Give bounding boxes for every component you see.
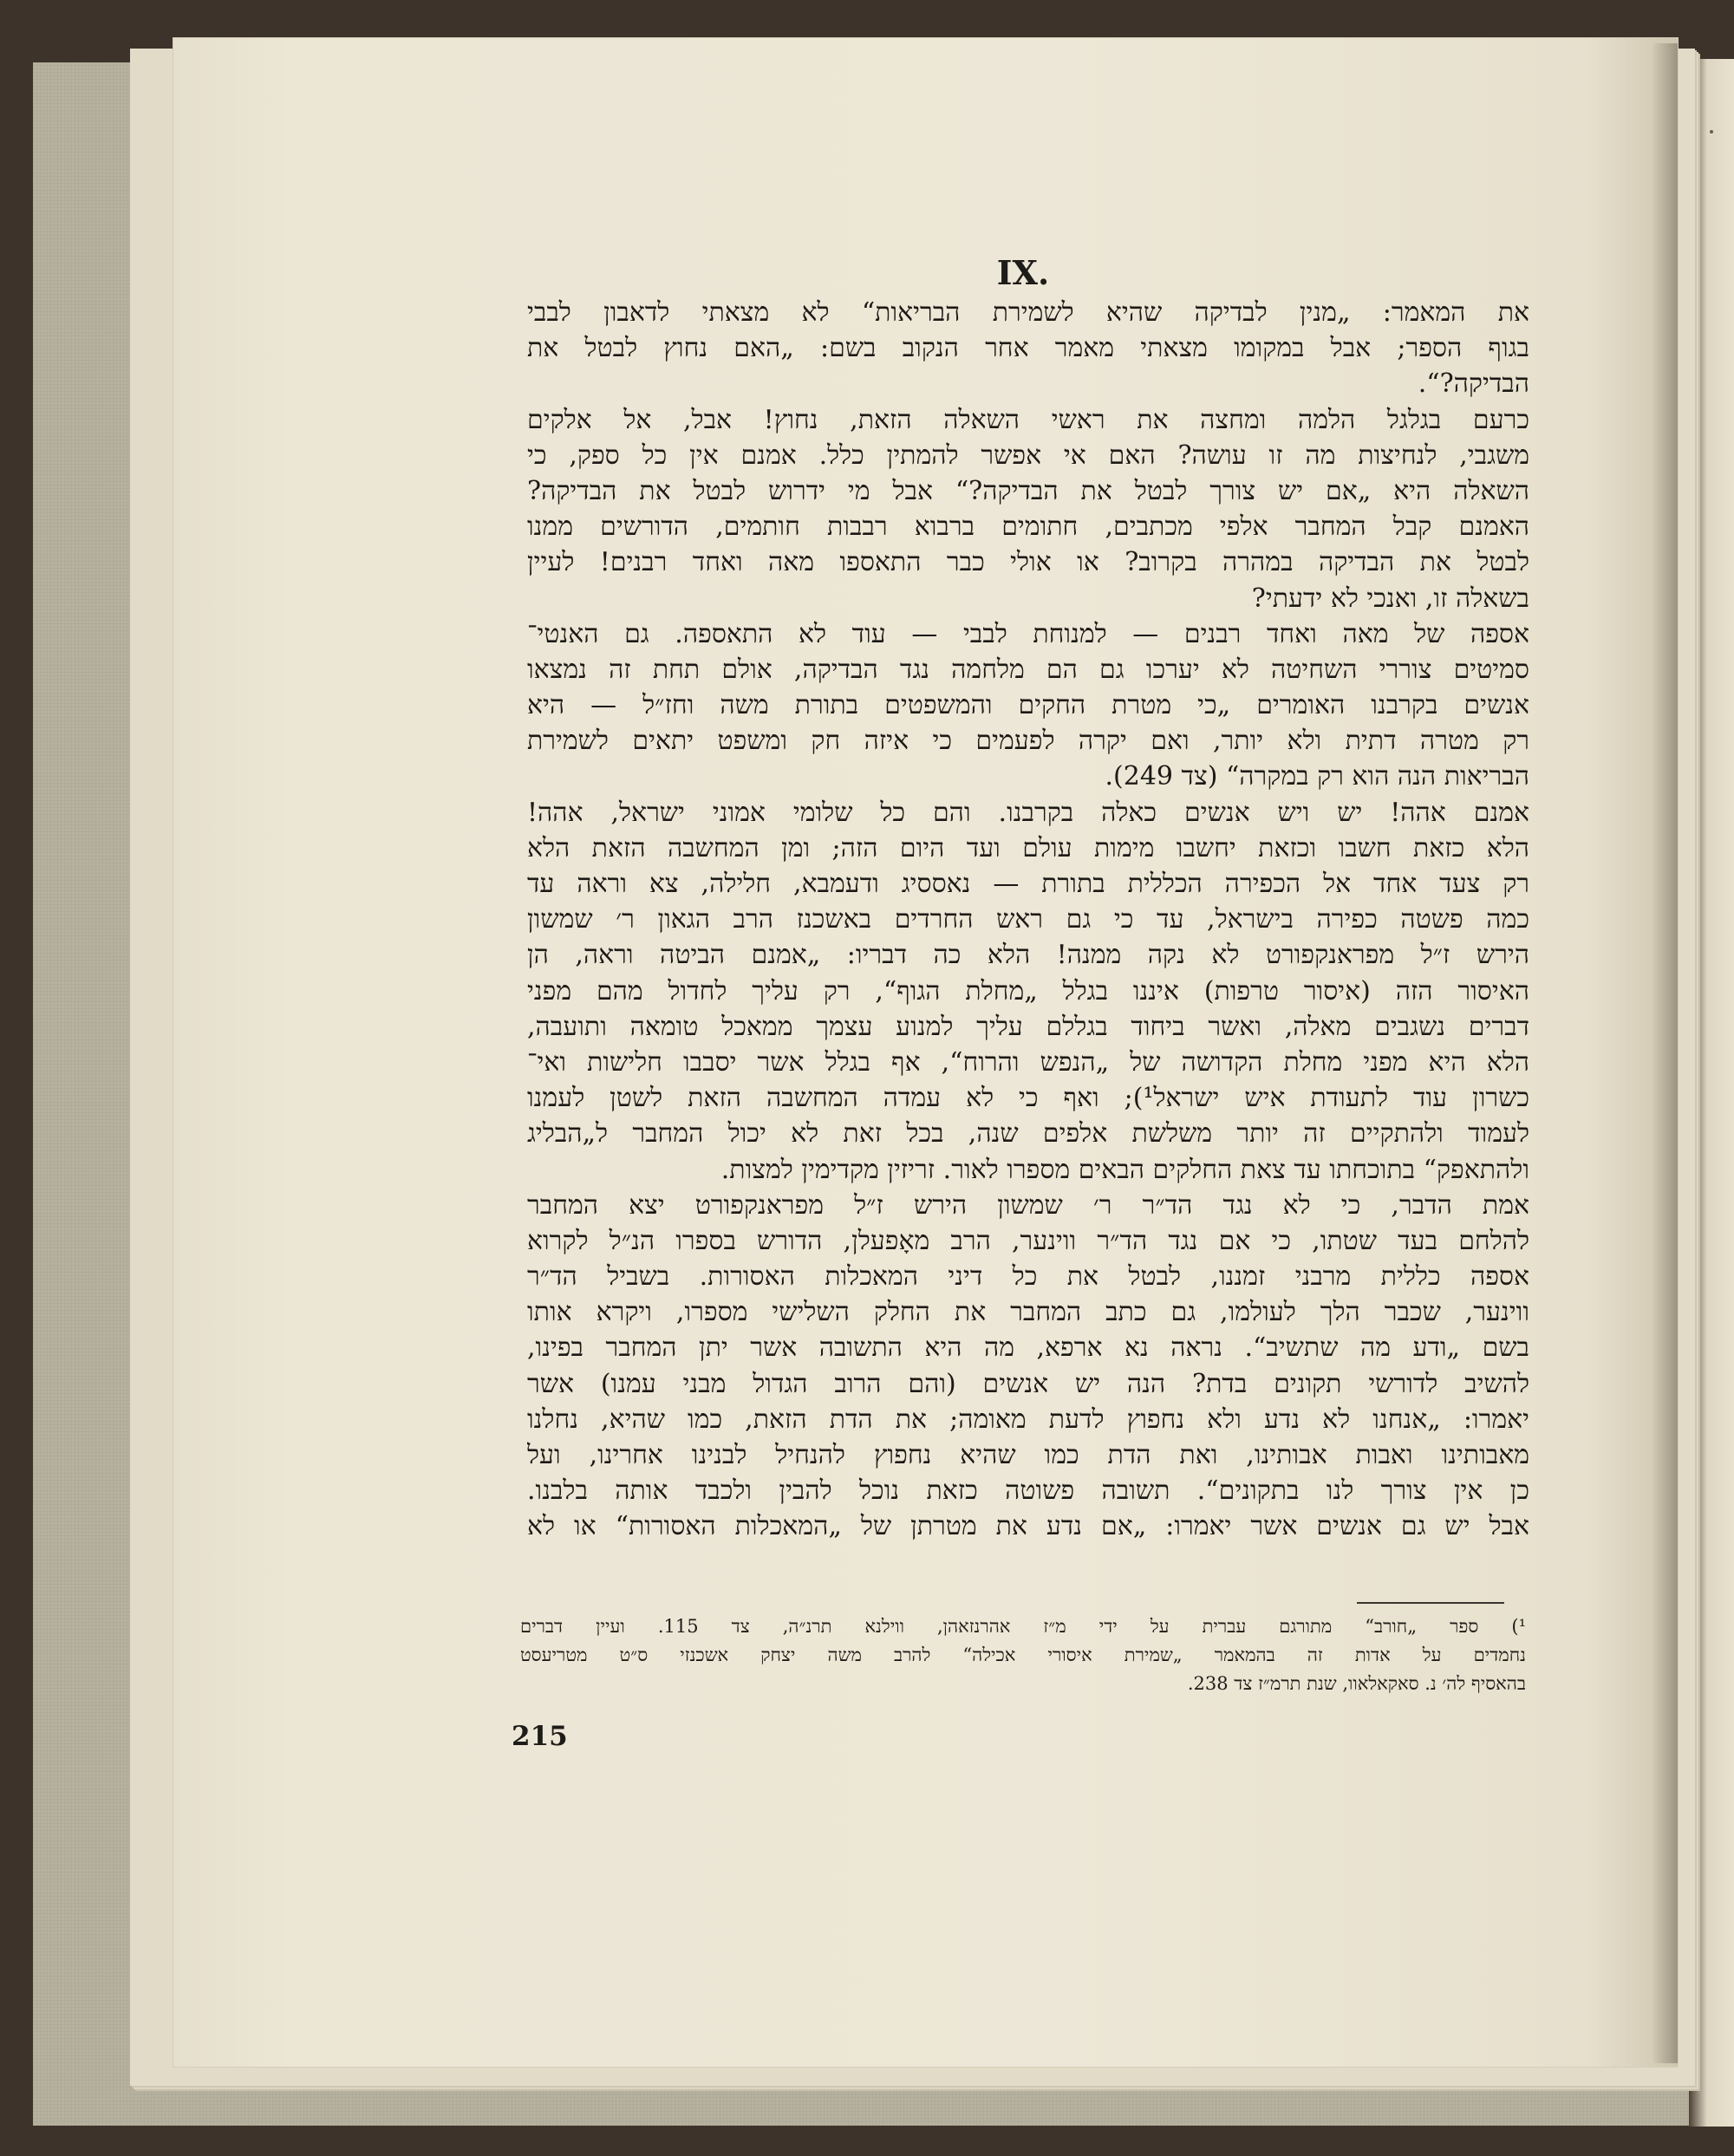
text-line: השאלה היא „אם יש צורך לבטל את הבדיקה?“ אבל מי ידרוש לבטל את הבדיקה? — [527, 475, 1529, 506]
footnote-line: נחמדים על אדות זה בהמאמר „שמירת איסורי אכילה“ להרב משה יצחק אשכנזי ס״ט מטריעסט — [520, 1645, 1526, 1665]
text-line: הבדיקה?“. — [1418, 368, 1529, 400]
text-line: יאמרו: „אנחנו לא נדע ולא נחפוץ לדעת מאומה; את הדת הזאת, כמו שהיא, נחלנו — [527, 1404, 1529, 1435]
text-line: ולהתאפק“ בתוכחתו עד צאת החלקים הבאים מספרו לאור. זריזין מקדימין למצות. — [720, 1154, 1529, 1185]
text-line: משגבי, לנחיצות מה זו עושה? האם אי אפשר להמתין כלל. אמנם אין כל ספק, כי — [527, 440, 1529, 471]
text-line: כן אין צורך לנו בתקונים“. תשובה פשוטה כזאת נוכל להבין ולכבד אותה בלבנו. — [527, 1475, 1529, 1507]
text-line: בשם „ודע מה שתשיב“. נראה נא ארפא, מה היא התשובה אשר יתן המחבר בפינו, — [527, 1332, 1529, 1364]
text-line: אספה כללית מרבני זמננו, לבטל את כל דיני המאכלות האסורות. בשביל הד״ר — [527, 1261, 1529, 1293]
text-line: להשיב לדורשי תקונים בדת? הנה יש אנשים (והם הרוב הגדול מבני עמנו) אשר — [527, 1368, 1529, 1399]
text-line: אמת הדבר, כי לא נגד הד״ר ר׳ שמשון הירש ז״ל מפראנקפורט יצא המחבר — [527, 1189, 1529, 1221]
text-line: רק צעד אחד אל הכפירה הכללית בתורת — נאססיג ודעמבא, חלילה, צא וראה עד — [527, 869, 1529, 899]
text-line: להלחם בעד שטתו, כי אם נגד הד״ר ווינער, הרב מאָפעלן, הדורש בספרו הנ״ל לקרוא — [527, 1225, 1529, 1256]
text-line: כשרון עוד לתעודת איש ישראל¹); ואף כי לא עמדה המחשבה הזאת לשטן לעמנו — [527, 1083, 1529, 1114]
text-line: האמנם קבל המחבר אלפי מכתבים, חתומים ברבוא רבבות חותמים, הדורשים ממנו — [527, 511, 1529, 543]
text-line: לעמוד ולהתקיים זה יותר משלשת אלפים שנה, בכל זאת לא יכול המחבר ל„הבליג — [527, 1118, 1529, 1150]
text-line: רק מטרה דתית ולא יותר, ואם יקרה לפעמים כי איזה חק ומשפט יתאים לשמירת — [527, 726, 1529, 757]
text-line: בשאלה זו, ואנכי לא ידעתי? — [1251, 583, 1529, 614]
text-line: אבל יש גם אנשים אשר יאמרו: „אם נדע את מטרתן של „המאכלות האסורות“ או לא — [527, 1511, 1529, 1542]
page-header: IX. — [996, 253, 1050, 292]
text-line: הלא היא מפני מחלת הקדושה של „הנפש והרוח“, אף בגלל אשר יסבבו חלישות ואי־ — [527, 1046, 1529, 1078]
text-line: את המאמר: „מנין לבדיקה שהיא לשמירת הבריאות“ לא מצאתי לדאבון לבבי — [527, 297, 1529, 328]
text-line: אספה של מאה ואחד רבנים — למנוחת לבבי — עוד לא התאספה. גם האנטי־ — [527, 618, 1529, 649]
text-line: דברים נשגבים מאלה, ואשר ביחוד בגללם עליך למנוע עצמך ממאכל טומאה ותועבה, — [527, 1011, 1529, 1042]
footnotes — [520, 1612, 1526, 1698]
text-line: ווינער, שכבר הלך לעולמו, גם כתב המחבר את החלק השלישי מספרו, ויקרא אותו — [527, 1297, 1529, 1328]
text-line: כמה פשטה כפירה בישראל, עד כי גם ראש החרדים באשכנז הרב הגאון ר׳ שמשון — [527, 904, 1529, 935]
speck-mark — [1710, 130, 1713, 134]
text-line: כרעם בגלגל הלמה ומחצה את ראשי השאלה הזאת, נחוץ! אבל, אל אלקים — [527, 404, 1529, 435]
footnote-line: בהאסיף לה׳ נ. סאקאלאוו, שנת תרמ״ז צד 238. — [1187, 1673, 1526, 1694]
text-line: בגוף הספר; אבל במקומו מצאתי מאמר אחר הנקוב בשם: „האם נחוץ לבטל את — [527, 333, 1529, 364]
footnote-line: ¹) ספר „חורב“ מתורגם עברית על ידי מ״ז אהרנזאהן, ווילנא תרנ״ה, צד 115. ועיין דברים — [520, 1616, 1526, 1637]
facing-page-edge — [1689, 59, 1734, 2127]
body-text — [527, 295, 1529, 1545]
text-line: הלא כזאת חשבו וכזאת יחשבו מימות עולם ועד היום הזה; ומן המחשבה הזאת הלא — [527, 832, 1529, 863]
text-line: אנשים בקרבנו האומרים „כי מטרת החקים והמשפטים בתורת משה וחז״ל — היא — [527, 690, 1529, 721]
text-line: הירש ז״ל מפראנקפורט לא נקה ממנה! הלא כה דבריו: „אמנם הביטה וראה, הן — [527, 940, 1529, 971]
text-line: אמנם אהה! יש ויש אנשים כאלה בקרבנו. והם כל שלומי אמוני ישראל, אהה! — [527, 797, 1529, 828]
text-line: הבריאות הנה הוא רק במקרה“ (צד 249). — [1105, 761, 1529, 792]
text-line: לבטל את הבדיקה במהרה בקרוב? או אולי כבר התאספו מאה ואחד רבנים! לעיין — [527, 547, 1529, 578]
text-line: סמיטים צוררי השחיטה לא יערכו גם הם מלחמה נגד הבדיקה, אולם תחת זה נמצאו — [527, 654, 1529, 685]
page-number: 215 — [512, 1721, 568, 1752]
page-gutter-shadow — [1652, 43, 1678, 2063]
text-line: מאבותינו ואבות אבותינו, ואת הדת כמו שהיא נחפוץ להנחיל לבנינו אחרינו, ועל — [527, 1440, 1529, 1470]
text-line: האיסור הזה (איסור טרפות) איננו בגלל „מחלת הגוף“, רק עליך לחדול מהם מפני — [527, 975, 1529, 1006]
footnote-divider — [1357, 1602, 1504, 1604]
